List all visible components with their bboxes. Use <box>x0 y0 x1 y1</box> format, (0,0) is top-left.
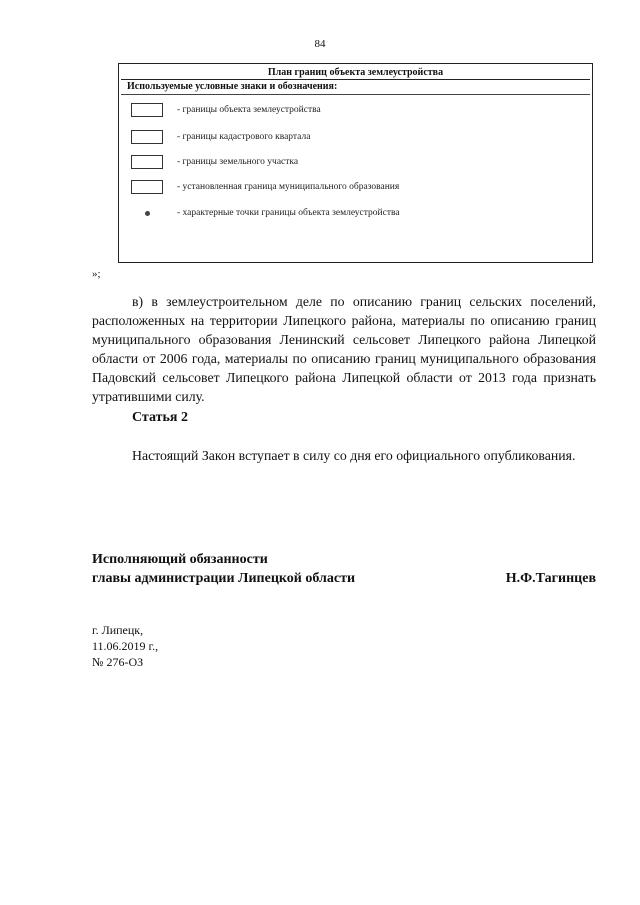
signature-position-line2: главы администрации Липецкой области <box>92 571 356 586</box>
legend-item <box>131 179 399 195</box>
legend-item <box>131 102 321 118</box>
place-date-block <box>92 622 158 670</box>
boundary-swatch-icon <box>131 103 163 117</box>
legend-item-label: - границы объекта землеустройства <box>177 105 321 115</box>
law-number: № 276-ОЗ <box>92 655 144 669</box>
boundary-swatch-icon <box>131 130 163 144</box>
legend-item <box>131 129 310 145</box>
legend-item <box>131 205 400 221</box>
place-date: 11.06.2019 г., <box>92 639 159 653</box>
legend-item-label: - границы земельного участка <box>177 157 299 167</box>
legend-title: План границ объекта землеустройства <box>121 66 590 80</box>
boundary-swatch-icon <box>131 155 163 169</box>
legend-subtitle: Используемые условные знаки и обозначения: <box>121 80 590 95</box>
signature-position-line1: Исполняющий обязанности <box>92 552 268 567</box>
boundary-swatch-icon <box>131 180 163 194</box>
paragraph-v: в) в землеустроительном деле по описанию границ сельских поселений, расположенных на территории Липецкого района, материалы по описанию границ муниципального образования Ленинский сельсовет Липецкого района Липецкой области от 2006 года, материалы по описанию границ муниципального образования Падовский сельсовет Липецкого района Липецкой области от 2013 года признать утратившими силу. <box>92 294 596 404</box>
signature-name: Н.Ф.Тагинцев <box>505 571 596 586</box>
legend-item-label: - установленная граница муниципального образования <box>177 182 400 192</box>
page-number: 84 <box>314 38 326 50</box>
quote-end: »; <box>92 268 101 280</box>
place-city: г. Липецк, <box>92 623 144 637</box>
legend-item-label: - границы кадастрового квартала <box>177 132 311 142</box>
legend-item <box>131 154 298 170</box>
legend-item-label: - характерные точки границы объекта землеустройства <box>177 208 400 218</box>
article-text: Настоящий Закон вступает в силу со дня его официального опубликования. <box>132 448 576 463</box>
article-heading: Статья 2 <box>132 410 188 425</box>
point-marker-icon <box>131 206 163 220</box>
signature-block <box>92 550 596 588</box>
legend-box <box>118 63 593 263</box>
